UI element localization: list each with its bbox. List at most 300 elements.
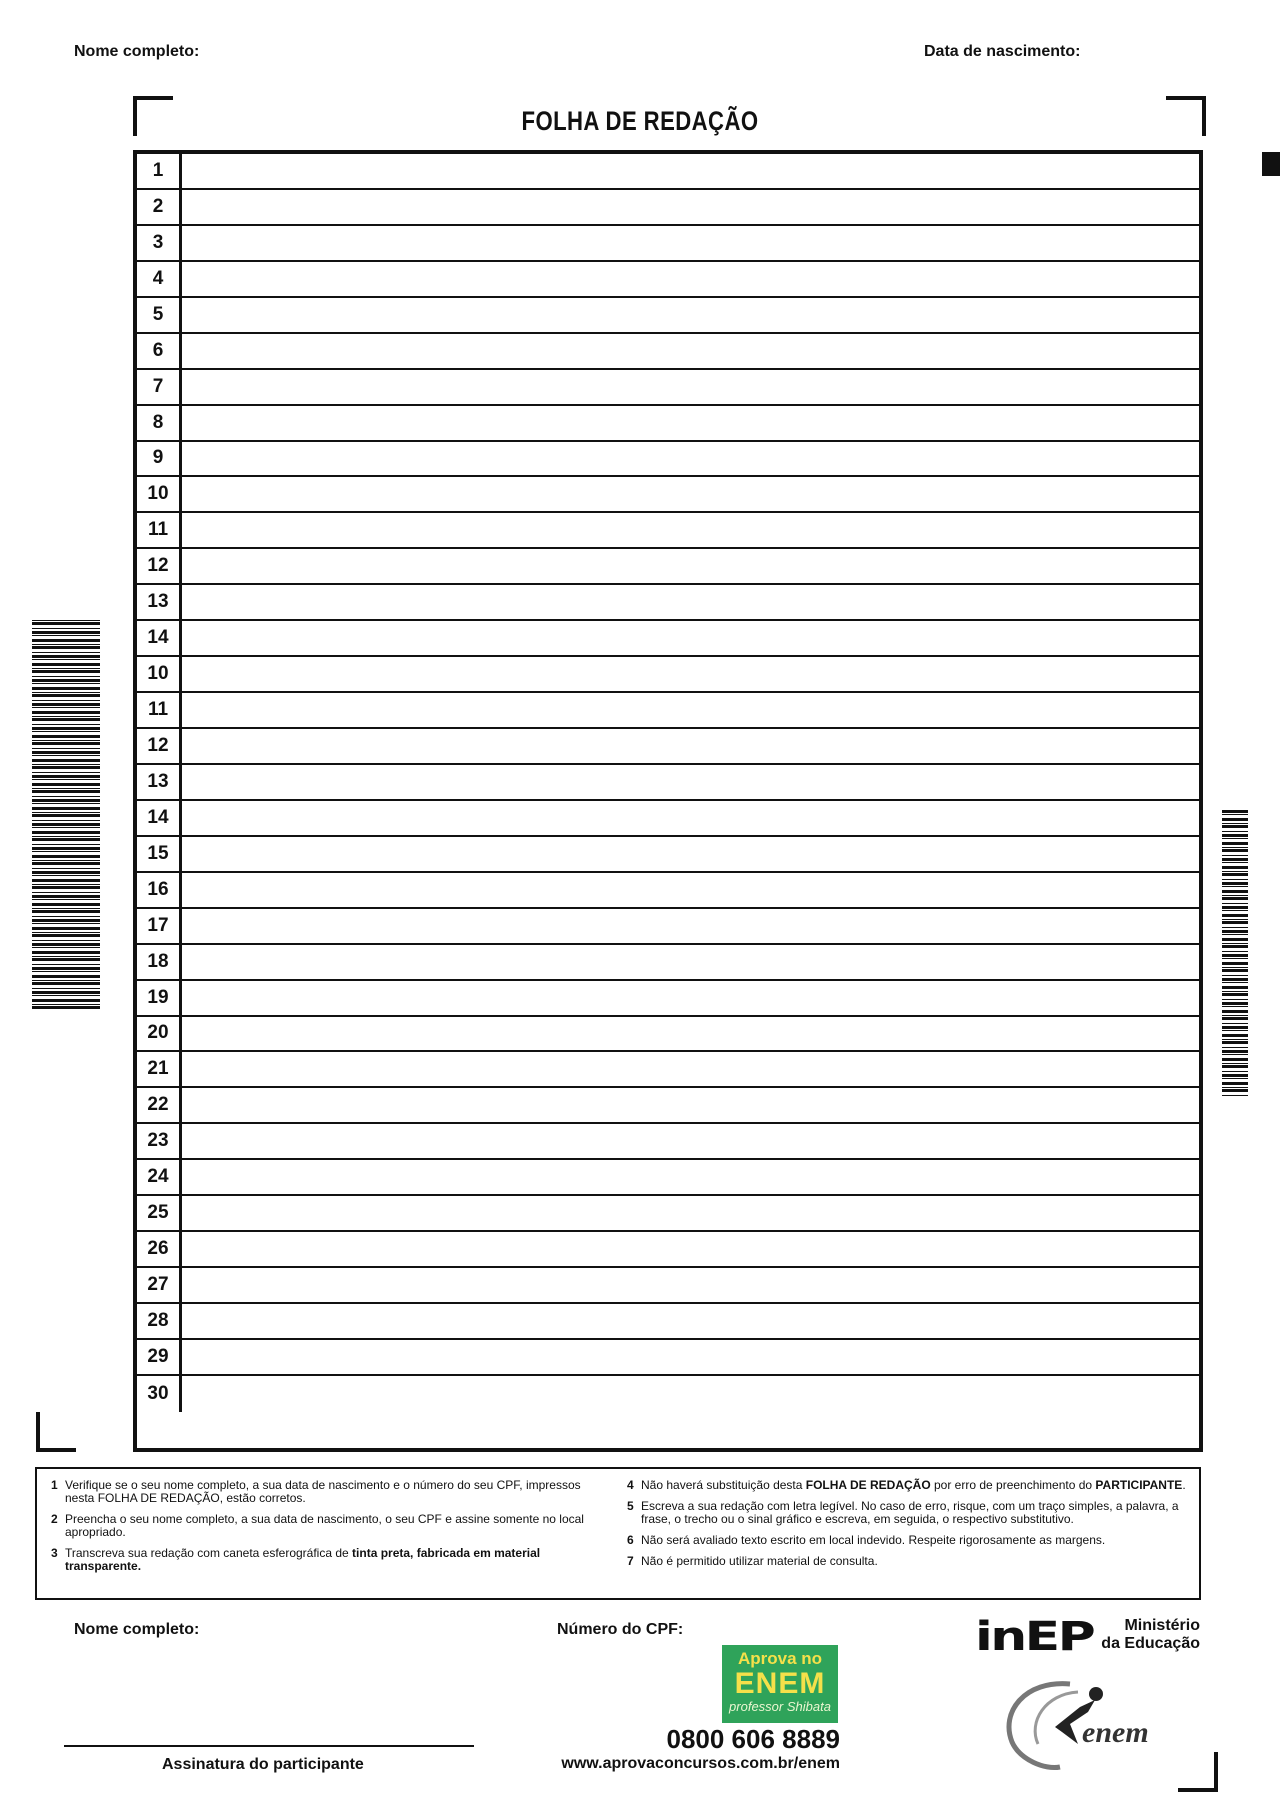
instructions-box — [35, 1467, 1201, 1600]
essay-line[interactable] — [137, 406, 1199, 442]
barcode-bar — [32, 772, 100, 773]
barcode-bar — [1222, 818, 1248, 821]
essay-line[interactable] — [137, 370, 1199, 406]
instructions-right-column — [627, 1479, 1187, 1592]
essay-line[interactable] — [137, 1052, 1199, 1088]
barcode-bar — [1222, 999, 1248, 1000]
line-writing-area[interactable] — [182, 729, 1199, 763]
barcode-bar — [1222, 873, 1248, 876]
line-number: 12 — [137, 729, 182, 763]
barcode-bar — [1222, 975, 1248, 976]
line-writing-area[interactable] — [182, 837, 1199, 871]
barcode-bar — [1222, 831, 1248, 832]
barcode-bar — [32, 958, 100, 961]
barcode-bar — [32, 927, 100, 930]
essay-line[interactable] — [137, 1340, 1199, 1376]
instruction-item — [627, 1500, 1187, 1526]
barcode-bar — [1222, 969, 1248, 972]
barcode-bar — [32, 663, 100, 666]
barcode-bar — [32, 923, 100, 924]
signature-line — [64, 1745, 474, 1747]
signature-label: Assinatura do participante — [162, 1756, 364, 1773]
line-number: 1 — [137, 154, 182, 188]
barcode-bar — [1222, 903, 1248, 904]
barcode-bar — [1222, 1071, 1248, 1072]
line-number: 10 — [137, 477, 182, 511]
essay-line[interactable] — [137, 477, 1199, 513]
barcode-bar — [1222, 910, 1248, 911]
barcode-bar — [32, 916, 100, 917]
barcode-bar — [32, 956, 100, 957]
line-writing-area[interactable] — [182, 1376, 1199, 1412]
barcode-bar — [32, 731, 100, 732]
essay-line[interactable] — [137, 1376, 1199, 1412]
instruction-text: Escreva a sua redação com letra legível. No caso de erro, risque, com um traço simples, a palavra, a frase, o trecho ou o sinal gráfico e escreva, em seguida, o respectivo substitutivo. — [641, 1499, 1179, 1526]
page-title: FOLHA DE REDAÇÃO — [521, 106, 759, 136]
aprova-enem-badge — [722, 1645, 838, 1723]
line-writing-area[interactable] — [182, 1160, 1199, 1194]
barcode-bar — [32, 620, 100, 621]
ministry-line-1: Ministério — [1124, 1617, 1200, 1634]
barcode-bar — [1222, 849, 1248, 852]
barcode-bar — [1222, 838, 1248, 839]
barcode-bar — [1222, 986, 1248, 989]
barcode-bar — [32, 908, 100, 909]
essay-line[interactable] — [137, 1124, 1199, 1160]
barcode-bar — [32, 903, 100, 906]
barcode-bar — [1222, 886, 1248, 887]
line-number: 5 — [137, 298, 182, 332]
line-number: 23 — [137, 1124, 182, 1158]
barcode-bar — [32, 631, 100, 634]
barcode-bar — [32, 788, 100, 789]
footer-full-name-label: Nome completo: — [74, 1621, 200, 1638]
barcode-bar — [1222, 834, 1248, 837]
line-writing-area[interactable] — [182, 909, 1199, 943]
badge-line-3: professor Shibata — [729, 1699, 831, 1714]
barcode-bar — [32, 879, 100, 882]
barcode-bar — [1222, 1039, 1248, 1040]
barcode-bar — [1222, 810, 1248, 813]
line-writing-area[interactable] — [182, 406, 1199, 440]
barcode-bar — [1222, 855, 1248, 856]
line-number: 7 — [137, 370, 182, 404]
barcode-bar — [1222, 934, 1248, 935]
line-number: 11 — [137, 693, 182, 727]
line-writing-area[interactable] — [182, 801, 1199, 835]
barcode-bar — [1222, 982, 1248, 983]
barcode-bar — [32, 919, 100, 922]
line-writing-area[interactable] — [182, 693, 1199, 727]
corner-mark-top-right — [1166, 96, 1206, 136]
essay-line[interactable] — [137, 262, 1199, 298]
line-writing-area[interactable] — [182, 442, 1199, 476]
phone-number: 0800 606 8889 — [666, 1724, 840, 1754]
line-writing-area[interactable] — [182, 765, 1199, 799]
corner-mark-bottom-left — [36, 1412, 76, 1452]
barcode-bar — [32, 700, 100, 701]
barcode-bar — [32, 812, 100, 813]
line-writing-area[interactable] — [182, 298, 1199, 332]
line-number: 12 — [137, 549, 182, 583]
badge-line-2: ENEM — [734, 1667, 826, 1700]
line-writing-area[interactable] — [182, 334, 1199, 368]
essay-line[interactable] — [137, 334, 1199, 370]
line-writing-area[interactable] — [182, 585, 1199, 619]
barcode-bar — [32, 838, 100, 841]
barcode-bar — [32, 971, 100, 972]
barcode-bar — [32, 1006, 100, 1009]
barcode-bar — [32, 796, 100, 797]
barcode-right — [1222, 810, 1248, 1098]
line-writing-area[interactable] — [182, 477, 1199, 511]
barcode-bar — [32, 644, 100, 645]
line-writing-area[interactable] — [182, 1340, 1199, 1374]
barcode-bar — [32, 751, 100, 754]
line-number: 11 — [137, 513, 182, 547]
barcode-bar — [32, 827, 100, 828]
barcode-bar — [1222, 1058, 1248, 1061]
barcode-bar — [32, 668, 100, 669]
line-number: 21 — [137, 1052, 182, 1086]
ministry-of-education-label — [1080, 1617, 1200, 1653]
barcode-bar — [32, 836, 100, 837]
essay-line[interactable] — [137, 298, 1199, 334]
barcode-bar — [1222, 1065, 1248, 1068]
barcode-bar — [1222, 991, 1248, 992]
barcode-bar — [32, 982, 100, 985]
barcode-bar — [1222, 814, 1248, 815]
line-number: 9 — [137, 442, 182, 476]
barcode-bar — [1222, 1063, 1248, 1064]
barcode-bar — [32, 703, 100, 706]
line-number: 22 — [137, 1088, 182, 1122]
line-number: 20 — [137, 1017, 182, 1051]
barcode-bar — [32, 884, 100, 885]
timing-mark — [1262, 152, 1280, 176]
barcode-bar — [1222, 890, 1248, 893]
enem-logo-head-icon — [1089, 1687, 1103, 1701]
essay-line[interactable] — [137, 513, 1199, 549]
barcode-bar — [32, 988, 100, 989]
barcode-bar — [1222, 895, 1248, 896]
barcode-bar — [32, 727, 100, 730]
essay-line[interactable] — [137, 873, 1199, 909]
essay-line[interactable] — [137, 442, 1199, 478]
instruction-item — [627, 1534, 1187, 1547]
essay-line[interactable] — [137, 621, 1199, 657]
barcode-bar — [1222, 897, 1248, 900]
essay-line[interactable] — [137, 1232, 1199, 1268]
line-writing-area[interactable] — [182, 621, 1199, 655]
line-number: 16 — [137, 873, 182, 907]
barcode-bar — [1222, 858, 1248, 861]
barcode-bar — [32, 775, 100, 778]
barcode-bar — [1222, 1089, 1248, 1092]
essay-line[interactable] — [137, 693, 1199, 729]
barcode-bar — [32, 899, 100, 900]
barcode-bar — [32, 679, 100, 682]
barcode-left — [32, 620, 100, 1012]
line-writing-area[interactable] — [182, 873, 1199, 907]
line-writing-area[interactable] — [182, 1304, 1199, 1338]
barcode-bar — [1222, 1054, 1248, 1055]
barcode-bar — [1222, 1023, 1248, 1024]
essay-line[interactable] — [137, 1304, 1199, 1340]
barcode-bar — [32, 740, 100, 741]
barcode-bar — [32, 711, 100, 714]
line-writing-area[interactable] — [182, 190, 1199, 224]
instruction-number: 5 — [627, 1499, 634, 1513]
instruction-item — [51, 1547, 611, 1573]
barcode-bar — [32, 814, 100, 817]
barcode-bar — [32, 718, 100, 721]
barcode-bar — [1222, 1010, 1248, 1013]
line-writing-area[interactable] — [182, 370, 1199, 404]
essay-line[interactable] — [137, 657, 1199, 693]
essay-line[interactable] — [137, 981, 1199, 1017]
barcode-bar — [1222, 951, 1248, 952]
essay-line[interactable] — [137, 1017, 1199, 1053]
line-number: 13 — [137, 765, 182, 799]
barcode-bar — [32, 628, 100, 629]
barcode-bar — [1222, 958, 1248, 959]
barcode-bar — [1222, 967, 1248, 968]
enem-logo-text: enem — [1082, 1716, 1149, 1749]
essay-line[interactable] — [137, 1268, 1199, 1304]
barcode-bar — [1222, 1041, 1248, 1044]
essay-line[interactable] — [137, 585, 1199, 621]
line-writing-area[interactable] — [182, 1052, 1199, 1086]
barcode-bar — [1222, 938, 1248, 941]
barcode-bar — [1222, 1002, 1248, 1005]
barcode-bar — [32, 764, 100, 765]
barcode-bar — [32, 844, 100, 845]
barcode-bar — [32, 947, 100, 948]
essay-line[interactable] — [137, 837, 1199, 873]
line-writing-area[interactable] — [182, 657, 1199, 691]
barcode-bar — [1222, 1082, 1248, 1085]
barcode-bar — [32, 639, 100, 642]
instruction-item — [51, 1479, 611, 1505]
instruction-item — [627, 1555, 1187, 1568]
barcode-bar — [1222, 879, 1248, 880]
line-number: 29 — [137, 1340, 182, 1374]
barcode-bar — [1222, 1095, 1248, 1096]
line-number: 15 — [137, 837, 182, 871]
barcode-bar — [1222, 871, 1248, 872]
barcode-bar — [1222, 921, 1248, 924]
barcode-bar — [32, 892, 100, 893]
instruction-text: Não haverá substituição desta FOLHA DE REDAÇÃO por erro de preenchimento do PARTICIPANTE. — [641, 1478, 1186, 1492]
line-writing-area[interactable] — [182, 154, 1199, 188]
barcode-bar — [1222, 978, 1248, 981]
barcode-bar — [1222, 945, 1248, 948]
line-number: 2 — [137, 190, 182, 224]
essay-line[interactable] — [137, 549, 1199, 585]
barcode-bar — [32, 692, 100, 693]
instruction-text: Não será avaliado texto escrito em local indevido. Respeite rigorosamente as margens. — [641, 1533, 1106, 1547]
line-writing-area[interactable] — [182, 981, 1199, 1015]
header-full-name-label: Nome completo: — [74, 43, 200, 60]
instruction-text: Não é permitido utilizar material de consulta. — [641, 1554, 878, 1568]
barcode-bar — [32, 868, 100, 869]
barcode-bar — [32, 871, 100, 874]
barcode-bar — [1222, 1078, 1248, 1079]
barcode-bar — [32, 895, 100, 898]
barcode-bar — [32, 943, 100, 946]
instruction-text: Verifique se o seu nome completo, a sua data de nascimento e o número do seu CPF, impressos nesta FOLHA DE REDAÇÃO, estão corretos. — [65, 1478, 581, 1505]
barcode-bar — [32, 851, 100, 852]
line-number: 27 — [137, 1268, 182, 1302]
barcode-bar — [1222, 906, 1248, 909]
barcode-bar — [32, 803, 100, 804]
barcode-bar — [1222, 1050, 1248, 1053]
barcode-bar — [1222, 914, 1248, 917]
barcode-bar — [32, 862, 100, 865]
barcode-bar — [1222, 919, 1248, 920]
barcode-bar — [32, 860, 100, 861]
line-writing-area[interactable] — [182, 1196, 1199, 1230]
instruction-number: 1 — [51, 1478, 58, 1492]
ministry-line-2: da Educação — [1101, 1635, 1200, 1652]
barcode-bar — [32, 807, 100, 810]
barcode-bar — [32, 659, 100, 660]
barcode-bar — [32, 652, 100, 653]
line-writing-area[interactable] — [182, 262, 1199, 296]
header-birth-date-label: Data de nascimento: — [924, 43, 1081, 60]
barcode-bar — [32, 707, 100, 708]
barcode-bar — [32, 779, 100, 780]
instruction-number: 4 — [627, 1478, 634, 1492]
line-number: 14 — [137, 621, 182, 655]
essay-lines-grid — [133, 150, 1203, 1452]
barcode-bar — [1222, 930, 1248, 933]
footer-cpf-label: Número do CPF: — [557, 1621, 684, 1638]
line-writing-area[interactable] — [182, 1088, 1199, 1122]
line-writing-area[interactable] — [182, 1017, 1199, 1051]
barcode-bar — [32, 934, 100, 937]
barcode-bar — [1222, 1026, 1248, 1029]
barcode-bar — [32, 910, 100, 913]
instruction-text: Transcreva sua redação com caneta esferográfica de tinta preta, fabricada em material transparente. — [65, 1546, 541, 1573]
barcode-bar — [1222, 1047, 1248, 1048]
barcode-bar — [32, 831, 100, 834]
instruction-number: 3 — [51, 1546, 58, 1560]
line-writing-area[interactable] — [182, 549, 1199, 583]
barcode-bar — [32, 886, 100, 889]
barcode-bar — [32, 964, 100, 965]
barcode-bar — [1222, 1087, 1248, 1088]
line-writing-area[interactable] — [182, 226, 1199, 260]
barcode-bar — [1222, 862, 1248, 863]
line-number: 19 — [137, 981, 182, 1015]
line-writing-area[interactable] — [182, 1232, 1199, 1266]
barcode-bar — [32, 995, 100, 996]
barcode-bar — [32, 766, 100, 769]
essay-line[interactable] — [137, 729, 1199, 765]
barcode-bar — [1222, 823, 1248, 824]
essay-line[interactable] — [137, 945, 1199, 981]
barcode-bar — [32, 1004, 100, 1005]
barcode-bar — [32, 847, 100, 850]
barcode-bar — [32, 875, 100, 876]
badge-line-1: Aprova no — [737, 1649, 823, 1668]
barcode-bar — [1222, 954, 1248, 957]
barcode-bar — [32, 635, 100, 636]
essay-line[interactable] — [137, 190, 1199, 226]
line-number: 26 — [137, 1232, 182, 1266]
barcode-bar — [1222, 882, 1248, 885]
barcode-bar — [32, 999, 100, 1002]
essay-line[interactable] — [137, 1196, 1199, 1232]
barcode-bar — [32, 790, 100, 793]
barcode-bar — [1222, 1074, 1248, 1077]
barcode-bar — [32, 676, 100, 677]
instruction-number: 7 — [627, 1554, 634, 1568]
essay-line[interactable] — [137, 801, 1199, 837]
essay-line[interactable] — [137, 226, 1199, 262]
line-number: 24 — [137, 1160, 182, 1194]
barcode-bar — [1222, 825, 1248, 828]
barcode-bar — [32, 951, 100, 954]
line-writing-area[interactable] — [182, 513, 1199, 547]
website-url: www.aprovaconcursos.com.br/enem — [561, 1755, 840, 1772]
line-number: 10 — [137, 657, 182, 691]
barcode-bar — [32, 975, 100, 978]
barcode-bar — [1222, 1034, 1248, 1037]
essay-line[interactable] — [137, 765, 1199, 801]
barcode-bar — [1222, 1006, 1248, 1007]
essay-line[interactable] — [137, 1160, 1199, 1196]
line-writing-area[interactable] — [182, 1124, 1199, 1158]
barcode-bar — [32, 646, 100, 649]
barcode-bar — [32, 742, 100, 745]
barcode-bar — [1222, 962, 1248, 965]
barcode-bar — [32, 670, 100, 673]
barcode-bar — [32, 820, 100, 821]
line-number: 17 — [137, 909, 182, 943]
barcode-bar — [32, 655, 100, 658]
barcode-bar — [1222, 1030, 1248, 1031]
instruction-item — [627, 1479, 1187, 1492]
barcode-bar — [32, 932, 100, 933]
essay-line[interactable] — [137, 1088, 1199, 1124]
line-number: 4 — [137, 262, 182, 296]
essay-line[interactable] — [137, 909, 1199, 945]
line-writing-area[interactable] — [182, 945, 1199, 979]
line-number: 8 — [137, 406, 182, 440]
instructions-left-column — [51, 1479, 611, 1592]
barcode-bar — [32, 799, 100, 802]
barcode-bar — [32, 716, 100, 717]
line-number: 3 — [137, 226, 182, 260]
barcode-bar — [32, 855, 100, 858]
barcode-bar — [1222, 1017, 1248, 1020]
barcode-bar — [32, 823, 100, 826]
enem-logo — [1000, 1672, 1170, 1772]
instruction-item — [51, 1513, 611, 1539]
line-writing-area[interactable] — [182, 1268, 1199, 1302]
corner-mark-bottom-right — [1178, 1752, 1218, 1792]
barcode-bar — [32, 735, 100, 738]
barcode-bar — [1222, 943, 1248, 944]
barcode-bar — [32, 748, 100, 749]
instruction-text: Preencha o seu nome completo, a sua data de nascimento, o seu CPF e assine somente no local apropriado. — [65, 1512, 584, 1539]
essay-line[interactable] — [137, 154, 1199, 190]
line-number: 18 — [137, 945, 182, 979]
barcode-bar — [1222, 842, 1248, 845]
